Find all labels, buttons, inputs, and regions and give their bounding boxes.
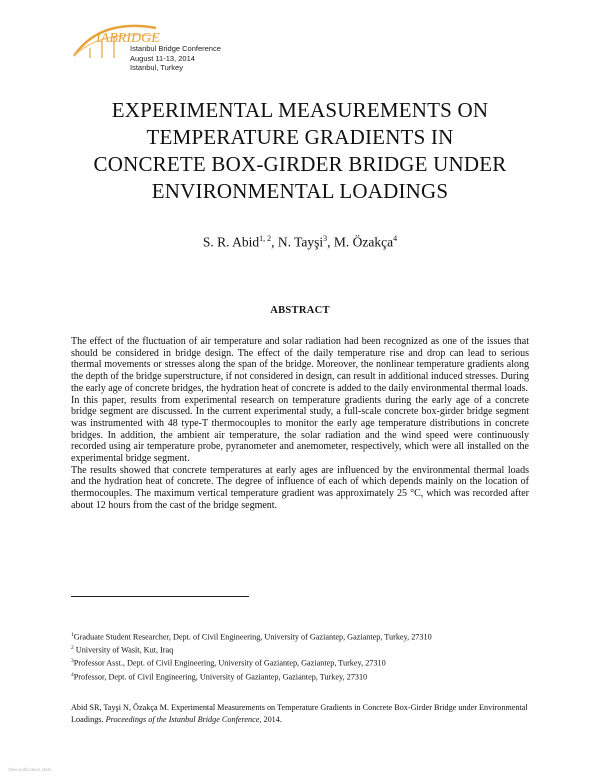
footnote-text: Graduate Student Researcher, Dept. of Civil Engineering, University of Gaziantep, Gaziantep, Turkey, 27310 bbox=[73, 632, 432, 642]
footnote bbox=[71, 656, 541, 669]
footnote-text: Professor, Dept. of Civil Engineering, University of Gaziantep, Gaziantep, Turkey, 27310 bbox=[73, 672, 368, 682]
publication-stats-link[interactable]: View publication stats bbox=[8, 767, 52, 772]
citation-text: Abid SR, Tayşi N, Özakça M. Experimental Measurements on Temperature Gradients in Concrete Box-Girder Bridge under Environmental Loadings. bbox=[71, 703, 528, 724]
author-affiliation-mark: 3 bbox=[323, 234, 328, 243]
footnote-text: University of Wasit, Kut, Iraq bbox=[73, 645, 174, 655]
footnote-mark: 4 bbox=[71, 671, 74, 678]
abstract-heading: ABSTRACT bbox=[270, 305, 330, 316]
conference-info bbox=[130, 44, 221, 73]
title-line: TEMPERATURE GRADIENTS IN bbox=[146, 125, 454, 149]
paper-title bbox=[40, 97, 560, 205]
footnote bbox=[71, 670, 541, 683]
conference-name: Istanbul Bridge Conference bbox=[130, 44, 221, 53]
footnote-mark: 3 bbox=[71, 658, 74, 665]
author-affiliation-mark: 1, 2 bbox=[259, 234, 272, 243]
author-affiliation-mark: 4 bbox=[393, 234, 398, 243]
abstract-body bbox=[71, 336, 529, 512]
conference-location: Istanbul, Turkey bbox=[130, 63, 183, 72]
author-name: S. R. Abid bbox=[202, 234, 260, 250]
title-line: ENVIRONMENTAL LOADINGS bbox=[151, 179, 449, 203]
citation bbox=[71, 702, 531, 726]
footnote-mark: 1 bbox=[71, 632, 74, 638]
footnote bbox=[71, 643, 541, 656]
author-name: , N. Tayşi bbox=[271, 234, 324, 250]
footnote-divider bbox=[71, 596, 249, 597]
footnote-mark: 2 bbox=[71, 645, 74, 652]
footnote-text: Professor Asst., Dept. of Civil Engineering, University of Gaziantep, Gaziantep, Turkey, 27310 bbox=[73, 659, 386, 669]
title-line: CONCRETE BOX-GIRDER BRIDGE UNDER bbox=[93, 152, 507, 176]
footnotes bbox=[71, 630, 541, 683]
author-list bbox=[0, 234, 600, 251]
citation-year: , 2014. bbox=[259, 715, 282, 724]
author-name: , M. Özakça bbox=[327, 234, 394, 250]
abstract-paragraph: In this paper, results from experimental research on temperature gradients during the early age of a concrete bridge segment are discussed. In the current experimental study, a full-scale concrete box-girder bridge segment was instrumented with 48 type-T thermocouples to monitor the early age temperature distributions in concrete bridges. In addition, the ambient air temperature, the solar radiation and the wind speed were continuously recorded using air temperature probe, pyranometer and anemometer, respectively, which were all installed on the experimental bridge segment. bbox=[71, 394, 529, 465]
abstract-paragraph: The effect of the fluctuation of air temperature and solar radiation had been recognized as one of the issues that should be considered in bridge design. The effect of the daily temperature rise and drop can lead to serious thermal movements or stresses along the span of the bridge. Moreover, the nonlinear temperature gradients along the depth of the bridge superstructure, if not considered in design, can result in additional induced stresses. During the early age of concrete bridges, the hydration heat of concrete is added to the daily environmental thermal loads. bbox=[71, 336, 529, 394]
citation-journal: Proceedings of the Istanbul Bridge Conference bbox=[105, 715, 260, 724]
title-line: EXPERIMENTAL MEASUREMENTS ON bbox=[111, 98, 489, 122]
logo-text: IABRIDGE bbox=[96, 31, 160, 46]
footnote bbox=[71, 630, 541, 643]
abstract-paragraph: The results showed that concrete temperatures at early ages are influenced by the environmental thermal loads and the hydration heat of concrete. The degree of influence of each of which depends mainly on the location of thermocouples. The maximum vertical temperature gradient was approximately 25 °C, which was recorded after about 12 hours from the cast of the bridge segment. bbox=[71, 464, 529, 511]
conference-dates: August 11-13, 2014 bbox=[130, 53, 195, 63]
